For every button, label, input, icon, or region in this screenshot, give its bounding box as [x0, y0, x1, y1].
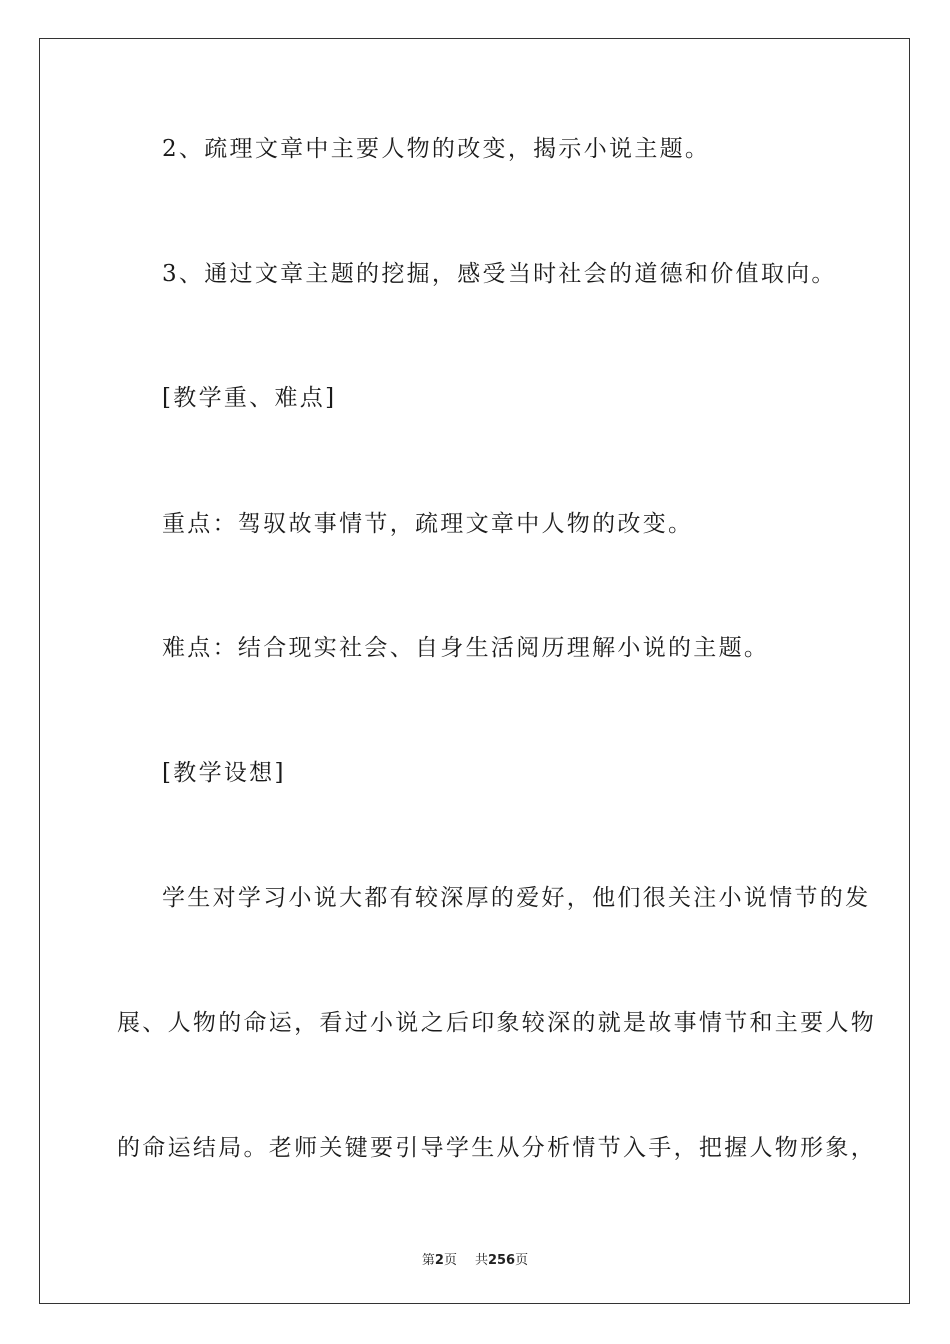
section-heading-teaching-idea: [教学设想] — [162, 760, 286, 786]
total-pages: 256 — [487, 1253, 516, 1268]
objective-2: 2、疏理文章中主要人物的改变，揭示小说主题。 — [162, 136, 711, 162]
difficult-point-text: 难点：结合现实社会、自身生活阅历理解小说的主题。 — [162, 635, 770, 661]
page-suffix: 页 — [443, 1253, 457, 1268]
paragraph-line: 展、人物的命运，看过小说之后印象较深的就是故事情节和主要人物 — [117, 1010, 876, 1036]
page-prefix: 第 — [421, 1253, 435, 1268]
page-number: 2 — [434, 1253, 444, 1268]
paragraph-line: 学生对学习小说大都有较深厚的爱好，他们很关注小说情节的发 — [162, 885, 871, 911]
key-point-text: 重点：驾驭故事情节，疏理文章中人物的改变。 — [162, 511, 694, 537]
paragraph-line: 的命运结局。老师关键要引导学生从分析情节入手，把握人物形象， — [117, 1135, 876, 1161]
total-prefix: 共 — [474, 1253, 488, 1268]
objective-3: 3、通过文章主题的挖掘，感受当时社会的道德和价值取向。 — [162, 261, 837, 287]
total-suffix: 页 — [515, 1253, 529, 1268]
page-footer — [0, 1249, 950, 1268]
section-heading-key-points: [教学重、难点] — [162, 385, 337, 411]
page-border — [39, 38, 910, 1304]
